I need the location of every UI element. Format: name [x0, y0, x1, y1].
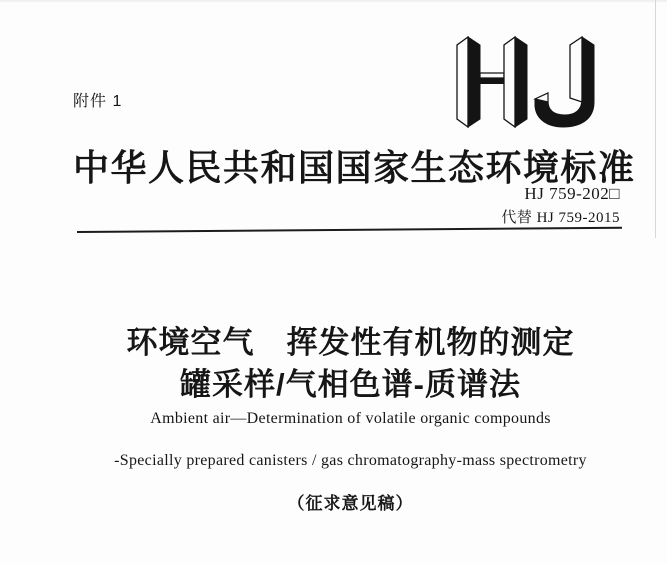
title-cn-line2: 罐采样/气相色谱-质谱法 [180, 367, 521, 402]
draft-note: （征求意见稿） [287, 494, 414, 513]
replaces-note: 代替 HJ 759-2015 [501, 210, 620, 226]
title-en-line2: -Specially prepared canisters / gas chromatography-mass spectrometry [114, 452, 587, 469]
header-rule [77, 227, 622, 233]
page-right-edge [655, 0, 656, 238]
hj-logo-text [595, 36, 596, 37]
title-en-line1: Ambient air—Determination of volatile organic compounds [150, 410, 551, 427]
hj-logo-graphic [455, 36, 595, 128]
title-cn-line1: 环境空气 挥发性有机物的测定 [126, 325, 575, 360]
attachment-label: 附件 1 [73, 93, 123, 110]
standard-number: HJ 759-202□ [524, 184, 620, 203]
standard-header-title: 中华人民共和国国家生态环境标准 [73, 148, 636, 188]
hj-logo [455, 36, 595, 128]
page-top-edge [0, 0, 667, 3]
